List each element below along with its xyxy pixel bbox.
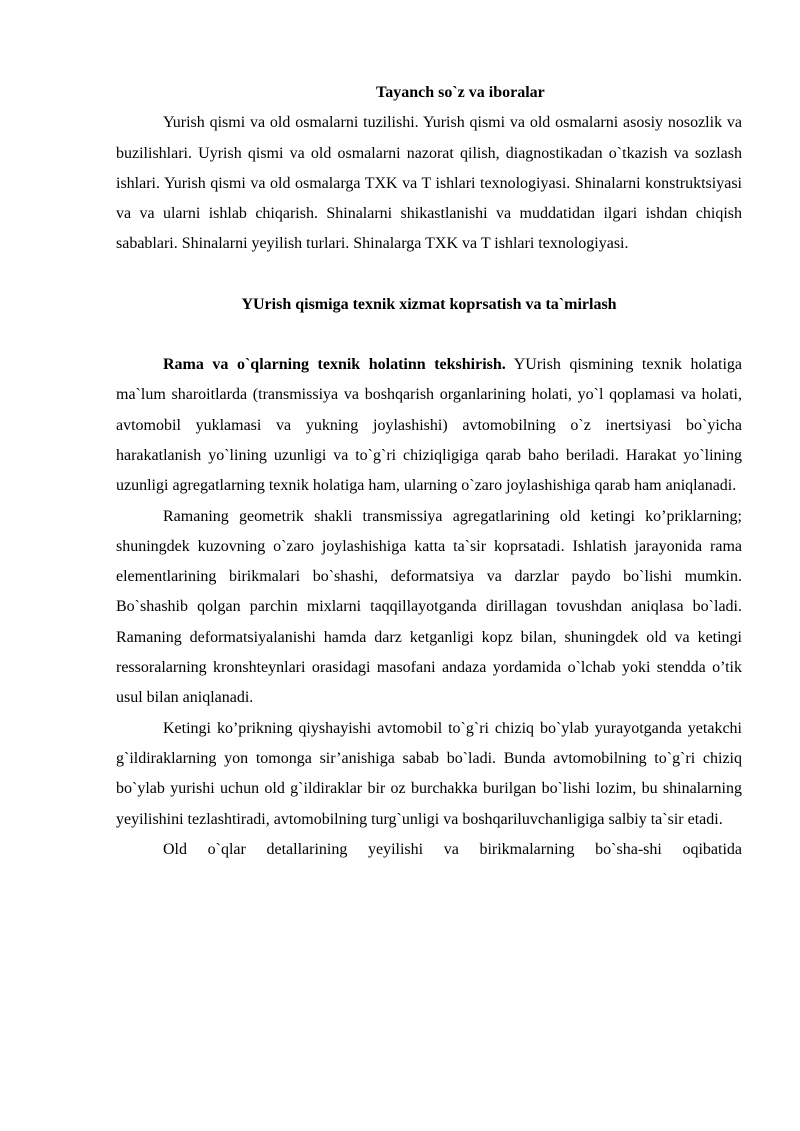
paragraph-lead: Rama va o`qlarning texnik holatinn tekshirish. [163,356,506,374]
keywords-paragraph: Yurish qismi va old osmalarni tuzilishi. Yurish qismi va old osmalarni asosiy nosozlik va buzilishlari. Uyrish qismi va old osmalarni nazorat qilish, diagnostikadan o`tkazish va sozlash ishlari. Yurish qismi va old osmalarga TXK va T ishlari texnologiyasi. Shinalarni konstruktsiyasi va va ularni ishlab chiqarish. Shinalarni shikastlanishi va muddatidan ilgari ishdan chiqish sabablari. Shinalarni yeyilish turlari. Shinalarga TXK va T ishlari texnologiyasi. [116,114,742,253]
paragraph-front-axle: Old o`qlar detallarining yeyilishi va birikmalarning bo`sha-shi oqibatida [163,840,742,858]
spacer [116,260,742,290]
spacer [116,320,742,350]
paragraph-rear-axle: Ketingi ko’prikning qiyshayishi avtomobil to`g`ri chiziq bo`ylab yurayotganda yetakchi g`ildiraklarning yon tomonga sir’anishiga sabab bo`ladi. Bunda avtomobilning to`g`ri chiziq bo`ylab yurishi uchun old g`ildiraklar bir oz burchakka burilgan bo`lishi lozim, bu shinalarning yeyilishini tezlashtiradi, avtomobilning turg`unligi va boshqariluvchanligiga salbiy ta`sir etadi. [116,719,742,828]
paragraph-text: YUrish qismining texnik holatiga ma`lum sharoitlarda (transmissiya va boshqarish organlarining holati, yo`l qoplamasi va holati, avtomobil yuklamasi va yukning joylashishi) avtomobilning o`z inertsiyasi bo`yicha harakatlanish yo`lining uzunligi va to`g`ri chiziqligiga qarab baho beriladi. Harakat yo`lining uzunligi agregatlarning texnik holatiga ham, ularning o`zaro joylashishiga qarab ham aniqlanadi. [116,356,742,495]
section-heading: YUrish qismiga texnik xizmat koprsatish va ta`mirlash [241,295,617,313]
document-page [116,78,742,865]
paragraph-frame-axles [116,350,742,501]
paragraph-frame-geometry: Ramaning geometrik shakli transmissiya agregatlarining old ketingi ko’priklarning; shuningdek kuzovning o`zaro joylashishiga katta ta`sir koprsatadi. Ishlatish jarayonida rama elementlarining birikmalari bo`shashi, deformatsiya va darzlar paydo bo`lishi mumkin. Bo`shashib qolgan parchin mixlarni taqqillayotganda dirillagan tovushdan aniqlasa bo`ladi. Ramaning deformatsiyalanishi hamda darz ketganligi kopz bilan, shuningdek old va ketingi ressoralarning kronshteynlari orasidagi masofani andaza yordamida o`lchab yoki stendda o’tik usul bilan aniqlanadi. [116,507,742,707]
keywords-heading: Tayanch so`z va iboralar [376,84,545,101]
